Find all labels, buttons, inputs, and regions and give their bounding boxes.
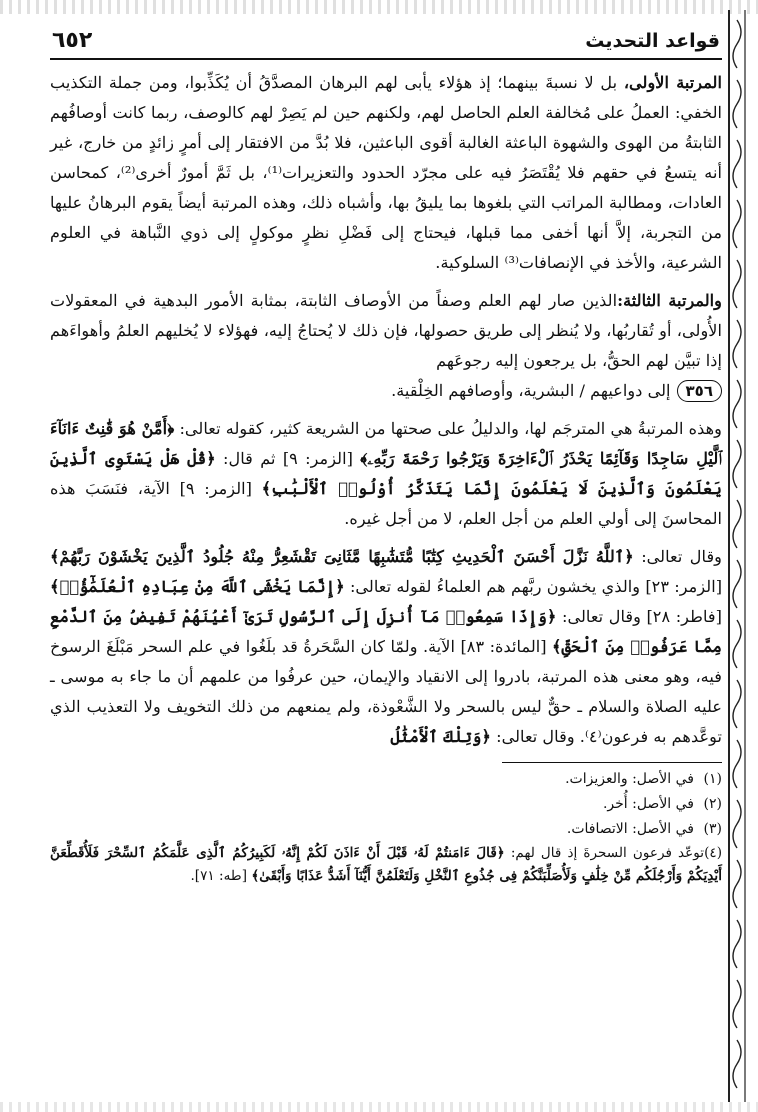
paragraph-text: [الزمر: ٩] الآية، فنَسَبَ هذه المحاسنَ إلى أولي العلم من أجل العلم، لا من أجل غيره. xyxy=(50,479,722,528)
quran-verse: ﴿وَتِلْكَ ٱلْأَمْثَٰلُ xyxy=(390,727,491,746)
footnote-text: في الأصل: والعزيزات. xyxy=(565,771,694,787)
paragraph-third-rank xyxy=(50,286,722,406)
running-title: قواعد التحديث xyxy=(585,30,720,52)
bottom-decorative-border xyxy=(0,1102,758,1112)
footnote-number: (٣) xyxy=(703,821,722,837)
footnote-item xyxy=(50,767,722,792)
quran-verse: ﴿أَمَّنْ هُوَ قَٰنِتٌ ءَانَآءَ ٱلَّيْلِ سَاجِدًا وَقَآئِمًا يَحْذَرُ ٱلْءَاخِرَةَ وَيَرْجُوا رَحْمَةَ رَبِّهِۦ﴾ xyxy=(50,419,722,468)
paragraph-text: [الزمر: ٩] ثم قال: xyxy=(215,449,361,468)
paragraph-more-evidence xyxy=(50,542,722,752)
footnotes xyxy=(50,767,722,888)
paragraph-first-rank xyxy=(50,68,722,278)
footnote-item xyxy=(50,817,722,842)
paragraph-text: وقال تعالى: xyxy=(633,547,723,566)
paragraph-text: الذين صار لهم العلم وصفاً من الأوصاف الثابتة، بمثابة الأمور البدهية في المعقولات الأُولى، أو تُقاربُها، ولا يُنظر إلى طريق حصولها، فإن ذلك لا يُحتاجُ إليه، فهؤلاء لا يُخليهم العلمُ وأهواءَهم إذا تبيَّن لهم الحقُّ، بل يرجعون إليه رجوعَهم xyxy=(50,291,722,370)
quran-verse: ﴿وَإِذَا سَمِعُوا۟ مَآ أُنزِلَ إِلَى ٱلرَّسُولِ تَرَىٰٓ أَعْيُنَهُمْ تَفِيضُ مِنَ ٱلدَّمْعِ مِمَّا عَرَفُوا۟ مِنَ ٱلْحَقِّ﴾ xyxy=(50,607,722,656)
side-ornament-border xyxy=(724,10,750,1102)
footnote-number: (٤) xyxy=(704,845,722,861)
paragraph-text: بل لا نسبةَ بينهما؛ إذ هؤلاء يأبى لهم البرهان المصدَّقُ أن يُكَذِّبوا، ومن جملة التكذيب الخفي: العملُ على مُخالفة العلم الحاصل لهم، ولكنهم حين لم يَصِرْ لهم كالوصف، ربما كانت أوصافُهم الثابتةُ من الهوى والشهوة الباعثة الغالبة أقوى الباعثين، فلا بُدَّ من الافتقار إلى أمرٍ زائدٍ من خارج، غير أنه يتسعُ في حقهم فلا يُقْتَصَرُ فيه على مجرّد الحدود والتعزيرات⁽¹⁾، بل ثَمَّ أمورٌ أخرى⁽²⁾، كمحاسن العادات، ومطالبة المراتب التي بلغوها بما يليقُ بها، وأشباه ذلك، وهذه المرتبة أيضاً يقوم البرهانُ عليها من التجربة، إلاَّ أنها أخفى مما قبلها، فيحتاج إلى فَضْلِ نظرٍ موكولٍ إلى ذوي النَّباهة في العلوم الشرعية، والأخذ في الإنصافات⁽³⁾ السلوكية. xyxy=(50,73,722,272)
paragraph-text: [المائدة: ٨٣] الآية. ولمّا كان السَّحَرةُ قد بلَغُوا في علم السحر مَبْلَغَ الرسوخ فيه، وهو معنى هذه المرتبة، بادروا إلى الانقياد والإيمان، حين عرفُوا من علمهم أن ما جاء به موسى ـ عليه الصلاة والسلام ـ حقٌّ ليس بالسحر ولا الشَّعْوذة، ولم يمنعهم من ذلك التخويف ولا التعذيب الذي توعَّدهم به فرعون⁽٤⁾. وقال تعالى: xyxy=(50,637,722,746)
section-label-first-rank: المرتبة الأولى، xyxy=(623,73,722,92)
quran-verse: ﴿قُلْ هَلْ يَسْتَوِى ٱلَّذِينَ يَعْلَمُونَ وَٱلَّذِينَ لَا يَعْلَمُونَ إِنَّمَا يَتَذَكَّرُ أُوْلُوا۟ ٱلْأَلْبَٰبِ﴾ xyxy=(50,449,722,498)
paragraph-evidence xyxy=(50,414,722,534)
page-number: ٦٥٢ xyxy=(52,28,93,53)
footnote-text: في الأصل: الاتصافات. xyxy=(566,821,694,837)
quran-verse: ﴿إِنَّمَا يَخْشَى ٱللَّهَ مِنْ عِبَادِهِ ٱلْعُلَمَٰٓؤُا۟﴾ xyxy=(50,577,345,596)
section-label-third-rank: والمرتبة الثالثة: xyxy=(617,291,722,310)
original-page-marker: ٣٥٦ xyxy=(677,380,722,402)
footnote-reference: [طه: ٧١]. xyxy=(190,868,252,884)
footnote-number: (١) xyxy=(703,771,722,787)
footnote-text: توعّد فرعون السحرةَ إذ قال لهم: xyxy=(504,845,705,861)
footnote-separator xyxy=(502,762,722,763)
paragraph-text: [فاطر: ٢٨] وقال تعالى: xyxy=(556,607,722,626)
footnote-item xyxy=(50,842,722,888)
footnote-text: في الأصل: أُخر. xyxy=(602,796,694,812)
footnote-number: (٢) xyxy=(703,796,722,812)
quran-verse: ﴿قَالَ ءَامَنتُمْ لَهُۥ قَبْلَ أَنْ ءَاذَنَ لَكُمْ إِنَّهُۥ لَكَبِيرُكُمُ ٱلَّذِى عَلَّمَكُمُ ٱلسِّحْرَ فَلَأُقَطِّعَنَّ أَيْدِيَكُمْ وَأَرْجُلَكُم مِّنْ خِلَٰفٍ وَلَأُصَلِّبَنَّكُمْ فِى جُذُوعِ ٱلنَّخْلِ وَلَتَعْلَمُنَّ أَيُّنَآ أَشَدُّ عَذَابًا وَأَبْقَىٰ﴾ xyxy=(50,845,722,884)
quran-verse: ﴿ٱللَّهُ نَزَّلَ أَحْسَنَ ٱلْحَدِيثِ كِتَٰبًا مُّتَشَٰبِهًا مَّثَانِىَ تَقْشَعِرُّ مِنْهُ جُلُودُ ٱلَّذِينَ يَخْشَوْنَ رَبَّهُمْ﴾ xyxy=(50,547,634,566)
book-page xyxy=(50,28,722,888)
top-decorative-border xyxy=(0,0,758,14)
footnote-item xyxy=(50,792,722,817)
page-header xyxy=(50,28,722,60)
paragraph-text: [الزمر: ٢٣] والذي يخشون ربَّهم هم العلماءُ لقوله تعالى: xyxy=(344,577,723,596)
paragraph-text: إلى دواعيهم / البشرية، وأوصافهم الخِلْقية. xyxy=(391,381,671,400)
paragraph-text: وهذه المرتبةُ هي المترجَم لها، والدليلُ على صحتها من الشريعة كثير، كقوله تعالى: xyxy=(174,419,722,438)
